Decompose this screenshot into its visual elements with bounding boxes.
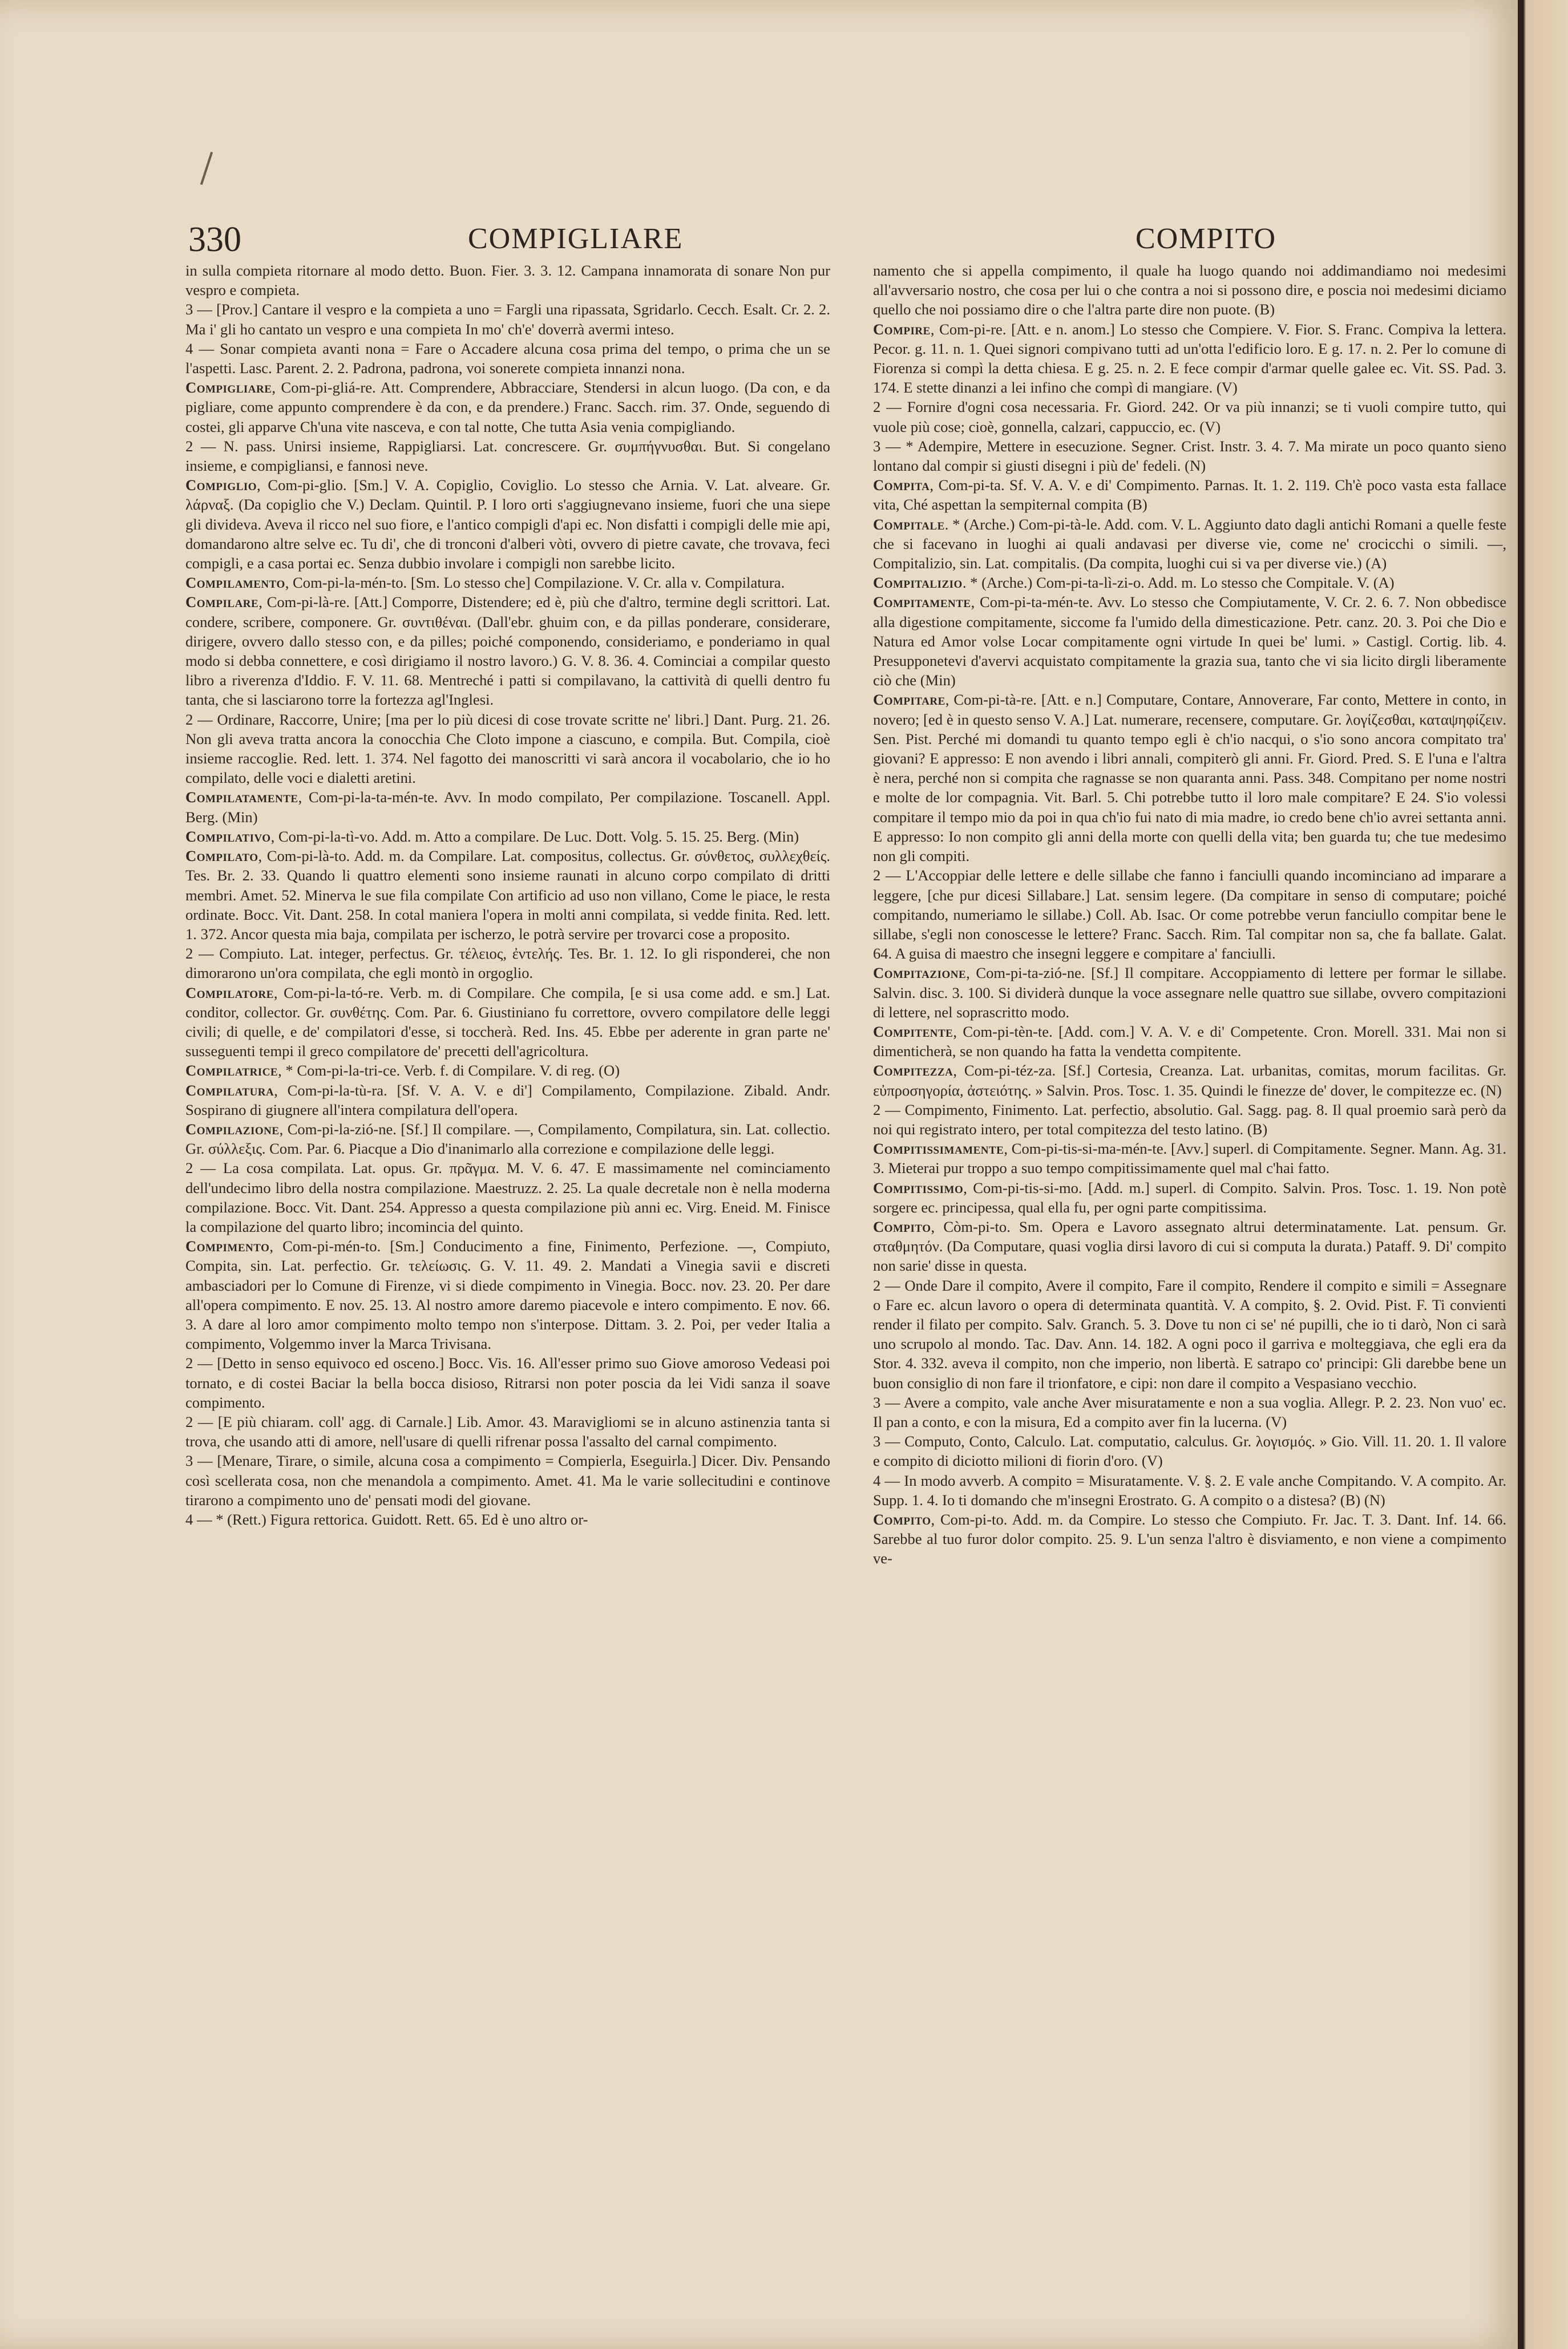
- entry-text: 2 — Compimento, Finimento. Lat. perfectio, absolutio. Gal. Sagg. pag. 8. Il qual proemio sarà però da noi qui registrato intero, per total compitezza del testo latino. (B): [873, 1101, 1506, 1138]
- entry-text: 3 — [Menare, Tirare, o simile, alcuna cosa a compimento = Compierla, Eseguirla.] Dicer. Div. Pensando così scellerata cosa, non che menandola a compimento. Amet. 41. Ma le varie sollecitudini e continove tirarono a compimento uno de' pensati modi del giovane.: [185, 1452, 830, 1509]
- dictionary-entry: [185, 1119, 830, 1158]
- entry-sense: [185, 944, 830, 983]
- entry-text: , Com-pi-la-mén-to. [Sm. Lo stesso che] Compilazione. V. Cr. alla v. Compilatura.: [285, 574, 785, 592]
- entry-text: 2 — Fornire d'ogni cosa necessaria. Fr. Giord. 242. Or va più innanzi; se ti vuoli compire tutto, qui vuole più cose; cioè, gonnella, calzari, cappuccio, ec. (V): [873, 398, 1506, 435]
- entry-headword: Compitamente: [873, 593, 971, 611]
- entry-sense: [873, 1100, 1506, 1139]
- entry-headword: Compitissimamente: [873, 1140, 1004, 1158]
- entry-text: , Com-pi-ta-mén-te. Avv. Lo stesso che Compiutamente, V. Cr. 2. 6. 7. Non obbedisce alla digestione compitamente, siccome fa l'umido della dimesticazione. Petr. canz. 20. 3. Poi che Dio e Natura ed Amor volse Locar compitamente ogni virtude In quei be' lumi. » Castigl. Cortig. lib. 4. Presupponetevi d'avervi acquistato compitamente la grazia sua, tanto che vi sia licito dirgli liberamente ciò che (Min): [873, 593, 1506, 689]
- entry-text: , Com-pi-téz-za. [Sf.] Cortesia, Creanza. Lat. urbanitas, comitas, morum facilitas. Gr. εὐπροσηγορία, ἀστειότης. » Salvin. Pros. Tosc. 1. 35. Quindi le finezze de' dover, le compitezze ec. (N): [873, 1062, 1506, 1099]
- dictionary-entry: [873, 1022, 1506, 1061]
- entry-text: 2 — [E più chiaram. coll' agg. di Carnale.] Lib. Amor. 43. Maravigliomi se in alcuno astinenzia tanta si trova, che usando atti di amore, nell'usare di quelli rifrenar possa l'assalto del carnal compimento.: [185, 1413, 830, 1450]
- entry-headword: Compito: [873, 1511, 931, 1528]
- dictionary-entry: [873, 690, 1506, 866]
- entry-text: 4 — In modo avverb. A compito = Misuratamente. V. §. 2. E vale anche Compitando. V. A compito. Ar. Supp. 1. 4. Io ti domando che m'insegni Erostrato. G. A compito o a distesa? (B) (N): [873, 1471, 1506, 1509]
- entry-text: in sulla compieta ritornare al modo detto. Buon. Fier. 3. 3. 12. Campana innamorata di sonare Non pur vespro e compieta.: [185, 262, 830, 299]
- entry-text: 3 — Avere a compito, vale anche Aver misuratamente e non a sua voglia. Allegr. P. 2. 23. Non vuo' ec. Il pan a conto, e con la misura, Ed a compito aver fin la lucerna. (V): [873, 1393, 1506, 1430]
- entry-sense: [873, 261, 1506, 320]
- entry-text: 2 — Ordinare, Raccorre, Unire; [ma per lo più dicesi di cose trovate scritte ne' libri.] Dant. Purg. 21. 26. Non gli aveva tratta ancora la conocchia Che Cloto impone a ciascuno, e compila. But. Compila, cioè insieme raccoglie. Red. lett. 1. 374. Nel fagotto dei manoscritti vi sarà ancora il vocabolario, che io ho compilato, delle voci e dialetti aretini.: [185, 710, 830, 787]
- dictionary-entry: [185, 378, 830, 436]
- entry-text: , Com-pi-glio. [Sm.] V. A. Copiglio, Coviglio. Lo stesso che Arnia. V. Lat. alveare. Gr. λάρναξ. (Da copiglio che V.) Declam. Quintil. P. I loro orti s'aggiugnevano insieme, fuori che una siepe gli divideva. Aveva il ricco nel suo fiore, e l'antico compigli d'api ec. Non disfatti i compigli delle mie api, domandarono altre selve ec. Tu di', che di tronconi d'alberi vòti, ovvero di pietre cavate, che trovava, feci compigli, e a casa portai ec. Senza dubbio involare i compigli non sarebbe licito.: [185, 476, 830, 572]
- entry-sense: [185, 710, 830, 788]
- entry-sense: [185, 436, 830, 475]
- right-column: [873, 261, 1506, 2246]
- entry-sense: [873, 436, 1506, 475]
- entry-headword: Compitissimo: [873, 1179, 964, 1196]
- page-number: 330: [188, 220, 241, 259]
- dictionary-entry: [873, 573, 1506, 592]
- dictionary-entry: [873, 1510, 1506, 1568]
- page-header: [188, 220, 1347, 260]
- entry-headword: Compitente: [873, 1022, 953, 1040]
- entry-text: , Com-pi-la-tó-re. Verb. m. di Compilare. Che compila, [e si usa come add. e sm.] Lat. conditor, collector. Gr. συνθέτης. Com. Par. 6. Giustiniano fu correttore, ovvero compilatore delle leggi civili; di quelle, e de' compilatori d'esse, si toccherà. Red. Ins. 45. Ebbe per aderente in gran parte ne' susseguenti tempi il greco compilatore de' precetti dell'agricoltura.: [185, 984, 830, 1060]
- dictionary-entry: [873, 592, 1506, 690]
- entry-headword: Compilazione: [185, 1120, 280, 1138]
- entry-text: 3 — [Prov.] Cantare il vespro e la compieta a uno = Fargli una ripassata, Sgridarlo. Cecch. Esalt. Cr. 2. 2. Ma i' gli ho cantato un vespro e una compieta In mo' ch'e' doverrà avermi inteso.: [185, 301, 830, 338]
- entry-headword: Compilato: [185, 847, 258, 865]
- entry-text: , Com-pi-là-re. [Att.] Comporre, Distendere; ed è, più che d'altro, termine degli scrittori. Lat. condere, scribere, componere. Gr. συντιθέναι. (Dall'ebr. ghuim con, e da pillas ponderare, considerare, dirigere, ovvero dallo stesso con, e da pilles; poiché componendo, consideriamo, e ponderiamo in qual modo si debba connettere, e così dirigiamo il nostro lavoro.) G. V. 8. 36. 4. Cominciai a compilar questo libro a riverenza d'Iddio. F. V. 11. 68. Mentreché i patti si compilavano, la cattività di quelli dentro fu tanta, che si lasciarono torre la fortezza agl'Inglesi.: [185, 593, 830, 709]
- entry-text: 2 — L'Accoppiar delle lettere e delle sillabe che fanno i fanciulli quando incominciano ad imparare a leggere, [che pur dicesi Sillabare.] Lat. sensim legere. (Da compitare in senso di computare; poiché compitando, numeriamo le sillabe.) Coll. Ab. Isac. Or come potrebbe verun fanciullo compitar bene le sillabe, s'egli non conoscesse le lettere? Franc. Sacch. Rim. Tal compitar non sa, che fa ballate. Galat. 64. A guisa di maestro che insegni leggere e compitare a' fanciulli.: [873, 867, 1506, 963]
- entry-sense: [185, 300, 830, 338]
- entry-text: , Com-pi-tà-re. [Att. e n.] Computare, Contare, Annoverare, Far conto, Mettere in conto, in novero; [ed è in questo senso V. A.] Lat. numerare, recensere, computare. Gr. λογίζεσθαι, καταψηφίζειν. Sen. Pist. Perché mi domandi tu quanto tempo egli è ch'io nacqui, o s'io sono ancora compitato tra' giovani? E appresso: E non avendo i libri annali, compiterò gli anni. Fr. Giord. Pred. S. E l'una e l'altra è nera, perché non si compita che ragnasse se non quaranta anni. Pass. 348. Compitano per nome nostri e molte de lor compagnia. Vit. Barl. 5. Chi potrebbe tutto il loro male compitare? E 24. S'io volessi compitare il tempo mio da poi in qua ch'io fui nato di mia madre, io credo bene ch'io avrei settanta anni. E appresso: Io non compito gli anni della morte con quelli della vita; ben guarda tu; che tue medesimo non gli compiti.: [873, 691, 1506, 865]
- entry-headword: Compilatore: [185, 984, 274, 1001]
- left-column: [185, 261, 830, 2246]
- dictionary-entry: [873, 475, 1506, 514]
- dictionary-entry: [185, 592, 830, 709]
- entry-sense: [873, 1471, 1506, 1510]
- dictionary-entry: [185, 983, 830, 1061]
- entry-headword: Compiglio: [185, 476, 257, 494]
- dictionary-entry: [873, 1061, 1506, 1099]
- entry-text: , Com-pi-la-ta-mén-te. Avv. In modo compilato, Per compilazione. Toscanell. Appl. Berg. (Min): [185, 789, 830, 826]
- left-running-head: COMPIGLIARE: [468, 223, 684, 255]
- entry-text: 4 — Sonar compieta avanti nona = Fare o Accadere alcuna cosa prima del tempo, o prima che un se l'aspetti. Lasc. Parent. 2. 2. Padrona, padrona, voi sonerete compieta innanzi nona.: [185, 339, 830, 377]
- entry-text: 2 — La cosa compilata. Lat. opus. Gr. πρᾶγμα. M. V. 6. 47. E massimamente nel cominciamento dell'undecimo libro della nostra compilazione. Maestruzz. 2. 25. La quale decretale non è nella moderna compilazione. Bocc. Vit. Dant. 254. Appresso a questa compilazione più anni ec. Virg. Eneid. M. Finisce la compilazione del quarto libro; incomincia del quinto.: [185, 1159, 830, 1235]
- entry-headword: Compitare: [873, 691, 945, 709]
- entry-text: 2 — [Detto in senso equivoco ed osceno.] Bocc. Vis. 16. All'esser primo suo Giove amoroso Vedeasi poi tornato, e di costei Baciar la bella bocca disioso, Ritrarsi non poter poscia da lei Vidi sanza il soave compimento.: [185, 1355, 830, 1411]
- entry-text: 2 — Compiuto. Lat. integer, perfectus. Gr. τέλειος, ἐντελής. Tes. Br. 1. 12. Io gli risponderei, che non dimorarono un'ora compilata, che egli montò in orgoglio.: [185, 945, 830, 982]
- dictionary-entry: [873, 1178, 1506, 1217]
- dictionary-entry: [185, 573, 830, 592]
- entry-text: , Com-pi-re. [Att. e n. anom.] Lo stesso che Compiere. V. Fior. S. Franc. Compiva la lettera. Pecor. g. 11. n. 1. Quei signori compivano tutti ad un'otta l'edificio loro. E g. 17. n. 2. Per lo comune di Fiorenza si compì la detta chiesa. E g. 25. n. 2. E fece compir d'armar quelle galee ec. Vit. SS. Pad. 3. 174. E stette dinanzi a lei infino che compì di mangiare. (V): [873, 320, 1506, 397]
- pen-mark: [200, 152, 213, 185]
- entry-headword: Compilatamente: [185, 789, 298, 806]
- entry-sense: [873, 1432, 1506, 1470]
- dictionary-entry: [185, 475, 830, 573]
- dictionary-entry: [185, 1236, 830, 1353]
- dictionary-entry: [185, 787, 830, 826]
- entry-text: , Com-pi-to. Add. m. da Compire. Lo stesso che Compiuto. Fr. Jac. T. 3. Dant. Inf. 14. 66. Sarebbe al tuo furor dolor compito. 25. 9. L'un senza l'altro è disviamento, e non viene a compimento ve-: [873, 1511, 1506, 1567]
- entry-headword: Compilare: [185, 593, 259, 611]
- dictionary-entry: [185, 1081, 830, 1119]
- entry-sense: [185, 1353, 830, 1412]
- entry-text: , Com-pi-la-tì-vo. Add. m. Atto a compilare. De Luc. Dott. Volg. 5. 15. 25. Berg. (Min): [270, 827, 799, 845]
- entry-text: , Com-pi-ta. Sf. V. A. V. e di' Compimento. Parnas. It. 1. 2. 119. Ch'è poco vasta esta fallace vita, Ché aspettan la sempiternal compita (B): [873, 476, 1506, 514]
- entry-sense: [873, 397, 1506, 436]
- entry-text: . * (Arche.) Com-pi-tà-le. Add. com. V. L. Aggiunto dato dagli antichi Romani a quelle feste che si facevano in luoghi ai quali andavasi per diverse vie, come ne' crocicchi o simili. —, Compitalizio, sin. Lat. compitalis. (Da compita, luoghi cui si va per diverse vie.) (A): [873, 515, 1506, 572]
- entry-headword: Compita: [873, 476, 930, 494]
- entry-sense: [873, 1276, 1506, 1393]
- entry-text: , Com-pi-là-to. Add. m. da Compilare. Lat. compositus, collectus. Gr. σύνθετος, συλλεχθείς. Tes. Br. 2. 33. Quando li quattro elementi sono insieme raunati in alcuno corpo compilato di dritti membri. Amet. 52. Minerva le sue fila compilate Con artificio ad uso non villano, Come le piace, le resta ordinate. Bocc. Vit. Dant. 258. In cotal maniera l'opera in molti anni compilata, si vedde finita. Red. lett. 1. 372. Ancor questa mia baja, compilata per ischerzo, le potrà servire per trovarci cose a proposito.: [185, 847, 830, 943]
- entry-sense: [185, 1451, 830, 1510]
- entry-sense: [185, 1158, 830, 1236]
- entry-sense: [185, 1510, 830, 1529]
- entry-text: , Com-pi-la-tù-ra. [Sf. V. A. V. e di'] Compilamento, Compilazione. Zibald. Andr. Sospirano di giugnere all'intera compilatura dell'opera.: [185, 1081, 830, 1118]
- entry-text: , Com-pi-la-zió-ne. [Sf.] Il compilare. —, Compilamento, Compilatura, sin. Lat. collectio. Gr. σύλλεξις. Com. Par. 6. Piacque a Dio d'inanimarlo alla correzione e compilazione delle leggi.: [185, 1120, 830, 1158]
- entry-headword: Compilatrice: [185, 1062, 278, 1080]
- entry-sense: [185, 1412, 830, 1451]
- entry-text: 3 — * Adempire, Mettere in esecuzione. Segner. Crist. Instr. 3. 4. 7. Ma mirate un poco quanto sieno lontano dal compir si giusti disegni i più de' fedeli. (N): [873, 437, 1506, 475]
- entry-headword: Compimento: [185, 1238, 270, 1255]
- next-page-edge: [1518, 0, 1568, 2349]
- entry-headword: Compilamento: [185, 574, 285, 592]
- entry-text: , Com-pi-tèn-te. [Add. com.] V. A. V. e di' Competente. Cron. Morell. 331. Mai non si dimenticherà, se non quando ha fatta la vendetta compitente.: [873, 1022, 1506, 1060]
- dictionary-entry: [185, 827, 830, 846]
- dictionary-entry: [873, 320, 1506, 398]
- dictionary-entry: [873, 515, 1506, 573]
- entry-text: . * (Arche.) Com-pi-ta-lì-zi-o. Add. m. Lo stesso che Compitale. V. (A): [962, 574, 1395, 592]
- entry-text: namento che si appella compimento, il quale ha luogo quando noi addimandiamo noi medesimi all'avversario nostro, che cosa per lui o che contra a noi si possono dire, e poscia noi medesimi diciamo quello che noi possiamo dire o che l'altra parte dire non puote. (B): [873, 262, 1506, 318]
- entry-text: , Com-pi-ta-zió-ne. [Sf.] Il compitare. Accoppiamento di lettere per formar le sillabe. Salvin. disc. 3. 100. Si dividerà dunque la voce assegnare nelle quattro sue sillabe, ovvero compitazioni di lettere, nel soprascritto modo.: [873, 964, 1506, 1021]
- dictionary-entry: [873, 963, 1506, 1022]
- dictionary-entry: [185, 846, 830, 944]
- entry-headword: Compilativo: [185, 827, 271, 845]
- dictionary-entry: [185, 1061, 830, 1080]
- entry-text: 2 — N. pass. Unirsi insieme, Rappigliarsi. Lat. concrescere. Gr. συμπήγνυσθαι. But. Si congelano insieme, e compigliansi, e fannosi neve.: [185, 437, 830, 475]
- entry-sense: [185, 261, 830, 300]
- entry-text: 4 — * (Rett.) Figura rettorica. Guidott. Rett. 65. Ed è uno altro or-: [185, 1511, 588, 1528]
- entry-text: , Com-pi-tis-si-ma-mén-te. [Avv.] superl. di Compitamente. Segner. Mann. Ag. 31. 3. Mieterai pur troppo a suo tempo compitissimamente quel mal c'hai fatto.: [873, 1140, 1506, 1177]
- entry-headword: Compitazione: [873, 964, 967, 982]
- entry-text: , Com-pi-gliá-re. Att. Comprendere, Abbracciare, Stendersi in alcun luogo. (Da con, e da pigliare, come appunto comprendere è da con, e da prendere.) Franc. Sacch. rim. 37. Onde, seguendo di costei, gli apparve Ch'una vite nasceva, e con tal notte, Che tutta Asia venia compigliando.: [185, 379, 830, 435]
- dictionary-entry: [873, 1217, 1506, 1276]
- entry-headword: Compilatura: [185, 1081, 274, 1099]
- entry-headword: Compigliare: [185, 379, 272, 397]
- dictionary-entry: [873, 1139, 1506, 1178]
- entry-sense: [185, 339, 830, 378]
- entry-text: , Còm-pi-to. Sm. Opera e Lavoro assegnato altrui determinatamente. Lat. pensum. Gr. σταθμητόν. (Da Computare, quasi voglia dirsi lavoro di cui si computa la durata.) Pataff. 9. Di' compito non sarie' disse in questa.: [873, 1218, 1506, 1275]
- entry-text: , * Com-pi-la-tri-ce. Verb. f. di Compilare. V. di reg. (O): [278, 1062, 620, 1080]
- entry-text: 2 — Onde Dare il compito, Avere il compito, Fare il compito, Rendere il compito e simili = Assegnare o Fare ec. alcun lavoro o opera di determinata quantità. V. A compito, §. 2. Ovid. Pist. F. Ti convienti render il filato per compito. Salv. Granch. 5. 3. Dove tu non ci se' né pupilli, che io ti darò, Non ci sarà uno scrupolo al mondo. Tac. Dav. Ann. 14. 182. A ogni poco il garriva e molteggiava, che egli era da Stor. 4. 332. aveva il compito, non che imperio, non libertà. E satrapo co' principi: Gli darebbe bene un buon consiglio di non fare il trionfatore, e cipi: non dare il compito a Vespasiano vecchio.: [873, 1276, 1506, 1392]
- entry-text: , Com-pi-mén-to. [Sm.] Conducimento a fine, Finimento, Perfezione. —, Compiuto, Compita, sin. Lat. perfectio. Gr. τελείωσις. G. V. 11. 49. 2. Mandati a Vinegia savii e discreti ambasciadori per lo Comune di Firenze, vi si diede compimento in Vinegia. Bocc. nov. 23. 20. Per dare all'opera compimento. E nov. 25. 13. Al nostro amore daremo piacevole e intero compimento. E nov. 66. 3. A dare al loro amor compimento molto tempo non s'interpose. Dittam. 3. 2. Poi, per veder Italia a compimento, Volgemmo inver la Marca Trivisana.: [185, 1238, 830, 1353]
- entry-sense: [873, 1393, 1506, 1432]
- entry-headword: Compire: [873, 320, 931, 338]
- entry-text: , Com-pi-tis-si-mo. [Add. m.] superl. di Compito. Salvin. Pros. Tosc. 1. 19. Non potè sorgere ec. principessa, qual ella fu, per ogni parte compitissima.: [873, 1179, 1506, 1216]
- right-running-head: COMPITO: [1135, 223, 1277, 255]
- entry-headword: Compitezza: [873, 1062, 953, 1080]
- entry-headword: Compitalizio: [873, 574, 963, 592]
- entry-sense: [873, 866, 1506, 963]
- entry-headword: Compitale: [873, 515, 945, 533]
- entry-headword: Compito: [873, 1218, 931, 1235]
- entry-text: 3 — Computo, Conto, Calculo. Lat. computatio, calculus. Gr. λογισμός. » Gio. Vill. 11. 20. 1. Il valore e compito di diciotto milioni di fiorin d'oro. (V): [873, 1433, 1506, 1470]
